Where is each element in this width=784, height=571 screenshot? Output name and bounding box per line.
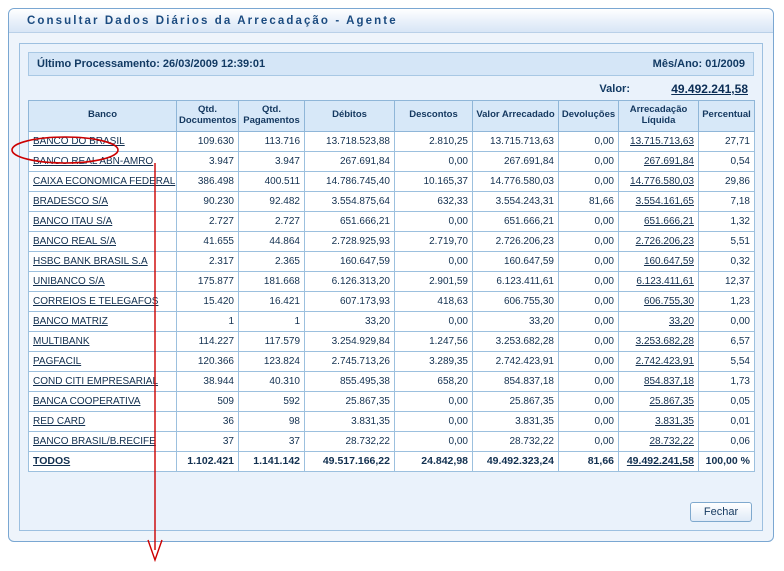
cell-value: 3.947 bbox=[239, 151, 305, 171]
cell-value: 0,00 bbox=[395, 411, 473, 431]
cell-value: 160.647,59 bbox=[473, 251, 559, 271]
cell-value: 267.691,84 bbox=[305, 151, 395, 171]
cell-value: 0,01 bbox=[699, 411, 755, 431]
cell-value: 0,00 bbox=[559, 431, 619, 451]
cell-bank-name[interactable]: HSBC BANK BRASIL S.A bbox=[29, 251, 177, 271]
cell-value: 28.732,22 bbox=[473, 431, 559, 451]
cell-value: 3.831,35 bbox=[619, 411, 699, 431]
cell-value: 36 bbox=[177, 411, 239, 431]
cell-value: 0,00 bbox=[559, 411, 619, 431]
table-row[interactable] bbox=[29, 331, 755, 351]
cell-value: 33,20 bbox=[473, 311, 559, 331]
table-body bbox=[29, 131, 755, 471]
cell-value: 37 bbox=[239, 431, 305, 451]
cell-bank-name[interactable]: BANCO ITAU S/A bbox=[29, 211, 177, 231]
annotation-arrow-head bbox=[148, 540, 162, 560]
table-row[interactable] bbox=[29, 411, 755, 431]
cell-value: 14.776.580,03 bbox=[473, 171, 559, 191]
cell-value: 13.715.713,63 bbox=[619, 131, 699, 151]
cell-bank-name[interactable]: BANCA COOPERATIVA bbox=[29, 391, 177, 411]
cell-bank-name[interactable]: CAIXA ECONOMICA FEDERAL bbox=[29, 171, 177, 191]
cell-value: 41.655 bbox=[177, 231, 239, 251]
cell-value: 0,00 bbox=[559, 251, 619, 271]
cell-value: 0,00 bbox=[559, 151, 619, 171]
cell-value: 44.864 bbox=[239, 231, 305, 251]
cell-value: 0,00 bbox=[395, 151, 473, 171]
last-processing-label: Último Processamento: 26/03/2009 12:39:01 bbox=[37, 58, 266, 70]
info-bar bbox=[28, 52, 754, 76]
cell-value: 10.165,37 bbox=[395, 171, 473, 191]
cell-bank-name[interactable]: RED CARD bbox=[29, 411, 177, 431]
cell-value: 2.727 bbox=[177, 211, 239, 231]
cell-value: 3.554.161,65 bbox=[619, 191, 699, 211]
cell-value: 14.786.745,40 bbox=[305, 171, 395, 191]
cell-value: 651.666,21 bbox=[305, 211, 395, 231]
cell-value: 2.317 bbox=[177, 251, 239, 271]
cell-value: 400.511 bbox=[239, 171, 305, 191]
application-window bbox=[8, 8, 774, 542]
cell-value: 1 bbox=[177, 311, 239, 331]
table-row[interactable] bbox=[29, 231, 755, 251]
cell-bank-name[interactable]: CORREIOS E TELEGAFOS bbox=[29, 291, 177, 311]
cell-value: 2.810,25 bbox=[395, 131, 473, 151]
cell-value: 1,73 bbox=[699, 371, 755, 391]
cell-value: 33,20 bbox=[305, 311, 395, 331]
cell-value: 0,00 bbox=[395, 251, 473, 271]
cell-bank-name[interactable]: BANCO MATRIZ bbox=[29, 311, 177, 331]
cell-value: 28.732,22 bbox=[305, 431, 395, 451]
cell-value: 2.719,70 bbox=[395, 231, 473, 251]
cell-value: 0,00 bbox=[559, 311, 619, 331]
cell-value: 92.482 bbox=[239, 191, 305, 211]
cell-value: 0,00 bbox=[559, 211, 619, 231]
cell-value: 2.726.206,23 bbox=[473, 231, 559, 251]
cell-value: 123.824 bbox=[239, 351, 305, 371]
cell-bank-name[interactable]: BANCO REAL S/A bbox=[29, 231, 177, 251]
cell-value: 2.742.423,91 bbox=[619, 351, 699, 371]
cell-value: 606.755,30 bbox=[473, 291, 559, 311]
cell-total-value: 49.492.323,24 bbox=[473, 451, 559, 471]
cell-value: 0,00 bbox=[559, 371, 619, 391]
cell-bank-name[interactable]: BANCO BRASIL/B.RECIFE bbox=[29, 431, 177, 451]
cell-value: 651.666,21 bbox=[619, 211, 699, 231]
cell-value: 0,00 bbox=[559, 171, 619, 191]
cell-value: 13.718.523,88 bbox=[305, 131, 395, 151]
cell-value: 0,00 bbox=[559, 231, 619, 251]
cell-value: 1,32 bbox=[699, 211, 755, 231]
cell-value: 113.716 bbox=[239, 131, 305, 151]
cell-value: 5,54 bbox=[699, 351, 755, 371]
cell-value: 160.647,59 bbox=[619, 251, 699, 271]
cell-value: 25.867,35 bbox=[305, 391, 395, 411]
cell-bank-name[interactable]: MULTIBANK bbox=[29, 331, 177, 351]
cell-value: 27,71 bbox=[699, 131, 755, 151]
cell-value: 6.126.313,20 bbox=[305, 271, 395, 291]
cell-value: 16.421 bbox=[239, 291, 305, 311]
cell-value: 658,20 bbox=[395, 371, 473, 391]
table-total-row bbox=[29, 451, 755, 471]
cell-value: 0,00 bbox=[559, 351, 619, 371]
cell-value: 3.254.929,84 bbox=[305, 331, 395, 351]
cell-value: 14.776.580,03 bbox=[619, 171, 699, 191]
table-header-row bbox=[29, 101, 755, 132]
cell-value: 3.947 bbox=[177, 151, 239, 171]
table-row[interactable] bbox=[29, 251, 755, 271]
table-row[interactable] bbox=[29, 371, 755, 391]
column-header-qtd-documentos[interactable]: Qtd. Documentos bbox=[177, 101, 239, 132]
close-button[interactable]: Fechar bbox=[690, 502, 752, 522]
table-row[interactable] bbox=[29, 291, 755, 311]
cell-value: 386.498 bbox=[177, 171, 239, 191]
cell-value: 0,00 bbox=[559, 131, 619, 151]
cell-value: 3.554.243,31 bbox=[473, 191, 559, 211]
cell-value: 854.837,18 bbox=[473, 371, 559, 391]
table-row[interactable] bbox=[29, 151, 755, 171]
cell-value: 28.732,22 bbox=[619, 431, 699, 451]
cell-value: 3.253.682,28 bbox=[619, 331, 699, 351]
cell-value: 509 bbox=[177, 391, 239, 411]
value-label: Valor: bbox=[599, 83, 630, 95]
cell-total-value: 49.517.166,22 bbox=[305, 451, 395, 471]
column-header-valor-arrecadado[interactable]: Valor Arrecadado bbox=[473, 101, 559, 132]
table-row[interactable] bbox=[29, 131, 755, 151]
table-row[interactable] bbox=[29, 171, 755, 191]
cell-value: 175.877 bbox=[177, 271, 239, 291]
cell-value: 120.366 bbox=[177, 351, 239, 371]
cell-value: 117.579 bbox=[239, 331, 305, 351]
column-header-qtd-pagamentos[interactable]: Qtd. Pagamentos bbox=[239, 101, 305, 132]
column-header-debitos[interactable]: Débitos bbox=[305, 101, 395, 132]
cell-value: 81,66 bbox=[559, 191, 619, 211]
cell-value: 5,51 bbox=[699, 231, 755, 251]
cell-bank-name[interactable]: BANCO DO BRASIL bbox=[29, 131, 177, 151]
cell-value: 3.831,35 bbox=[473, 411, 559, 431]
cell-value: 114.227 bbox=[177, 331, 239, 351]
cell-value: 2.745.713,26 bbox=[305, 351, 395, 371]
column-header-arrecadacao-liquida[interactable]: Arrecadação Líquida bbox=[619, 101, 699, 132]
cell-value: 12,37 bbox=[699, 271, 755, 291]
cell-value: 1,23 bbox=[699, 291, 755, 311]
cell-value: 0,00 bbox=[395, 391, 473, 411]
column-header-devolucoes[interactable]: Devoluções bbox=[559, 101, 619, 132]
cell-value: 2.901,59 bbox=[395, 271, 473, 291]
content-panel bbox=[19, 43, 763, 531]
table-row[interactable] bbox=[29, 311, 755, 331]
collection-table bbox=[28, 100, 755, 472]
cell-value: 3.554.875,64 bbox=[305, 191, 395, 211]
value-amount: 49.492.241,58 bbox=[671, 82, 748, 96]
month-year-label: Mês/Ano: 01/2009 bbox=[652, 58, 745, 70]
cell-value: 2.742.423,91 bbox=[473, 351, 559, 371]
cell-value: 29,86 bbox=[699, 171, 755, 191]
cell-bank-name[interactable]: PAGFACIL bbox=[29, 351, 177, 371]
cell-value: 109.630 bbox=[177, 131, 239, 151]
cell-total-value: 100,00 % bbox=[699, 451, 755, 471]
cell-value: 0,54 bbox=[699, 151, 755, 171]
cell-bank-name[interactable]: UNIBANCO S/A bbox=[29, 271, 177, 291]
cell-bank-name[interactable]: COND CITI EMPRESARIAL bbox=[29, 371, 177, 391]
cell-value: 607.173,93 bbox=[305, 291, 395, 311]
cell-value: 0,32 bbox=[699, 251, 755, 271]
column-header-banco[interactable]: Banco bbox=[29, 101, 177, 132]
cell-total-value: 1.141.142 bbox=[239, 451, 305, 471]
cell-value: 6.123.411,61 bbox=[619, 271, 699, 291]
cell-value: 854.837,18 bbox=[619, 371, 699, 391]
cell-value: 160.647,59 bbox=[305, 251, 395, 271]
cell-value: 0,00 bbox=[395, 431, 473, 451]
cell-value: 0,00 bbox=[559, 331, 619, 351]
cell-value: 25.867,35 bbox=[619, 391, 699, 411]
window-titlebar bbox=[9, 9, 773, 33]
table-row[interactable] bbox=[29, 271, 755, 291]
cell-value: 3.831,35 bbox=[305, 411, 395, 431]
cell-value: 0,00 bbox=[559, 271, 619, 291]
cell-total-label: TODOS bbox=[29, 451, 177, 471]
cell-value: 2.365 bbox=[239, 251, 305, 271]
cell-value: 651.666,21 bbox=[473, 211, 559, 231]
cell-value: 267.691,84 bbox=[619, 151, 699, 171]
cell-value: 0,00 bbox=[699, 311, 755, 331]
cell-value: 40.310 bbox=[239, 371, 305, 391]
cell-value: 3.253.682,28 bbox=[473, 331, 559, 351]
cell-total-value: 81,66 bbox=[559, 451, 619, 471]
cell-value: 2.728.925,93 bbox=[305, 231, 395, 251]
cell-value: 592 bbox=[239, 391, 305, 411]
cell-bank-name[interactable]: BANCO REAL ABN-AMRO bbox=[29, 151, 177, 171]
cell-value: 13.715.713,63 bbox=[473, 131, 559, 151]
footer-actions bbox=[690, 502, 752, 522]
cell-value: 15.420 bbox=[177, 291, 239, 311]
cell-value: 632,33 bbox=[395, 191, 473, 211]
cell-value: 6,57 bbox=[699, 331, 755, 351]
table-row[interactable] bbox=[29, 191, 755, 211]
cell-value: 1.247,56 bbox=[395, 331, 473, 351]
cell-value: 418,63 bbox=[395, 291, 473, 311]
cell-value: 855.495,38 bbox=[305, 371, 395, 391]
cell-value: 90.230 bbox=[177, 191, 239, 211]
cell-value: 181.668 bbox=[239, 271, 305, 291]
table-row[interactable] bbox=[29, 391, 755, 411]
cell-value: 33,20 bbox=[619, 311, 699, 331]
cell-value: 7,18 bbox=[699, 191, 755, 211]
cell-value: 0,05 bbox=[699, 391, 755, 411]
window-title: Consultar Dados Diários da Arrecadação - Agente bbox=[27, 14, 398, 27]
cell-total-value: 49.492.241,58 bbox=[619, 451, 699, 471]
column-header-descontos[interactable]: Descontos bbox=[395, 101, 473, 132]
table-row[interactable] bbox=[29, 431, 755, 451]
cell-value: 0,00 bbox=[395, 211, 473, 231]
cell-value: 38.944 bbox=[177, 371, 239, 391]
cell-value: 0,06 bbox=[699, 431, 755, 451]
cell-value: 606.755,30 bbox=[619, 291, 699, 311]
cell-value: 98 bbox=[239, 411, 305, 431]
total-value-row bbox=[28, 82, 754, 96]
cell-value: 25.867,35 bbox=[473, 391, 559, 411]
cell-bank-name[interactable]: BRADESCO S/A bbox=[29, 191, 177, 211]
cell-value: 37 bbox=[177, 431, 239, 451]
cell-value: 0,00 bbox=[559, 391, 619, 411]
cell-value: 2.726.206,23 bbox=[619, 231, 699, 251]
cell-total-value: 24.842,98 bbox=[395, 451, 473, 471]
table-row[interactable] bbox=[29, 211, 755, 231]
column-header-percentual[interactable]: Percentual bbox=[699, 101, 755, 132]
cell-value: 3.289,35 bbox=[395, 351, 473, 371]
cell-value: 2.727 bbox=[239, 211, 305, 231]
cell-value: 0,00 bbox=[395, 311, 473, 331]
cell-value: 0,00 bbox=[559, 291, 619, 311]
cell-value: 267.691,84 bbox=[473, 151, 559, 171]
cell-value: 1 bbox=[239, 311, 305, 331]
table-row[interactable] bbox=[29, 351, 755, 371]
cell-value: 6.123.411,61 bbox=[473, 271, 559, 291]
cell-total-value: 1.102.421 bbox=[177, 451, 239, 471]
